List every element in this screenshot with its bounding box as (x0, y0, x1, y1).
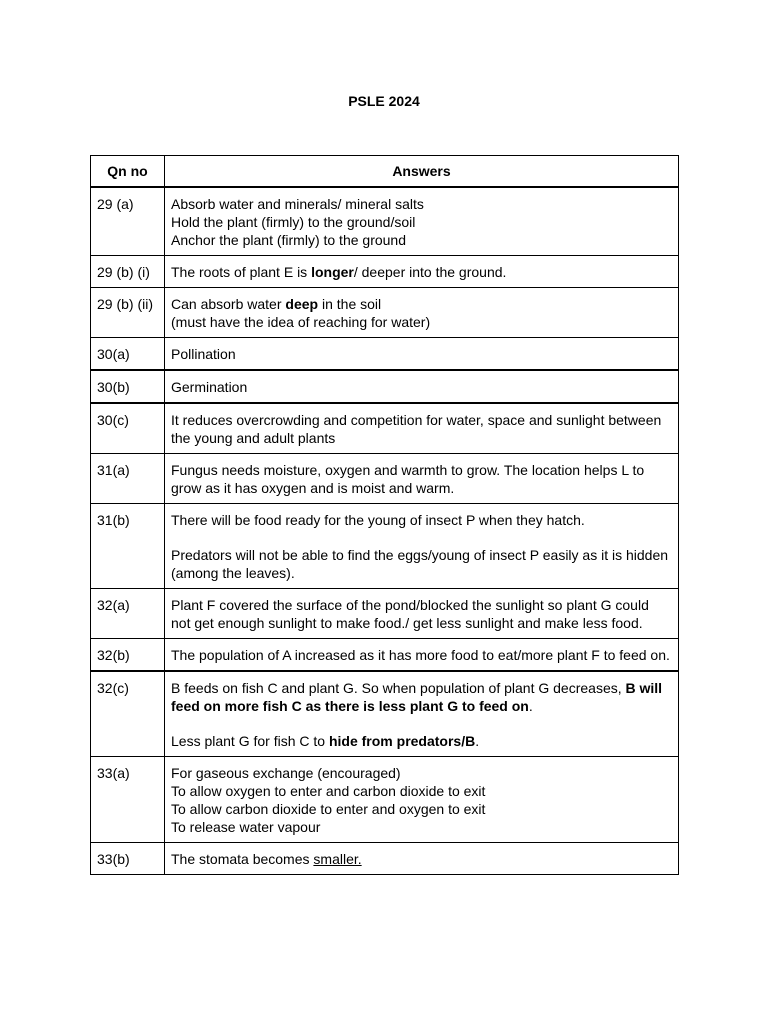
answer-line (171, 732, 672, 750)
answer-keyword: hide from predators/B (328, 733, 476, 749)
table-row (91, 403, 679, 454)
answer-cell (165, 671, 679, 757)
answer-line: For gaseous exchange (encouraged) (171, 765, 401, 781)
page-title: PSLE 2024 (348, 93, 420, 109)
answer-cell (165, 256, 679, 288)
question-number: 30(c) (91, 403, 165, 454)
question-number: 29 (b) (ii) (91, 288, 165, 338)
answer-line: Predators will not be able to find the eggs/young of insect P easily as it is hidden (among the leaves). (171, 547, 669, 581)
table-row (91, 187, 679, 256)
table-row (91, 757, 679, 843)
answer-text: Can absorb water (171, 296, 286, 312)
answer-line: To release water vapour (171, 819, 321, 835)
question-number: 32(c) (91, 671, 165, 757)
answer-cell (165, 288, 679, 338)
answer-line: Hold the plant (firmly) to the ground/soil (171, 214, 416, 230)
answer-line: There will be food ready for the young of insect P when they hatch. (171, 512, 585, 528)
answer-line: (must have the idea of reaching for water) (171, 314, 431, 330)
table-row (91, 370, 679, 403)
answer-text: B feeds on fish C and plant G. So when population of plant G decreases, (171, 680, 626, 696)
question-number: 30(a) (91, 338, 165, 371)
answer-cell: Fungus needs moisture, oxygen and warmth to grow. The location helps L to grow as it has oxygen and is moist and warm. (165, 454, 679, 504)
table-row (91, 454, 679, 504)
answer-cell: Germination (165, 370, 679, 403)
question-number: 29 (b) (i) (91, 256, 165, 288)
question-number: 31(b) (91, 504, 165, 589)
answer-line (171, 295, 672, 313)
paragraph-gap (171, 529, 672, 546)
question-number: 33(a) (91, 757, 165, 843)
header-qn-no: Qn no (91, 156, 165, 188)
answer-cell (165, 843, 679, 875)
question-number: 33(b) (91, 843, 165, 875)
answer-text: The stomata becomes (171, 851, 314, 867)
answer-table (90, 155, 679, 875)
answer-text: . (475, 733, 480, 749)
answer-cell: Pollination (165, 338, 679, 371)
answer-line: To allow carbon dioxide to enter and oxygen to exit (171, 801, 486, 817)
answer-keyword: deep (285, 296, 319, 312)
table-row (91, 589, 679, 639)
header-answers: Answers (165, 156, 679, 188)
question-number: 29 (a) (91, 187, 165, 256)
table-row (91, 504, 679, 589)
table-row (91, 671, 679, 757)
answer-line: To allow oxygen to enter and carbon dioxide to exit (171, 783, 486, 799)
answer-line: Absorb water and minerals/ mineral salts (171, 196, 424, 212)
question-number: 32(a) (91, 589, 165, 639)
answer-line (171, 679, 672, 715)
answer-cell: Plant F covered the surface of the pond/blocked the sunlight so plant G could not get enough sunlight to make food./ get less sunlight and make less food. (165, 589, 679, 639)
answer-text: The roots of plant E is (171, 264, 312, 280)
answer-keyword: longer (311, 264, 354, 280)
answer-underlined: smaller. (313, 851, 362, 867)
paragraph-gap (171, 715, 672, 732)
table-row (91, 338, 679, 371)
answer-line: Anchor the plant (firmly) to the ground (171, 232, 407, 248)
table-row (91, 639, 679, 672)
answer-text: / deeper into the ground. (353, 264, 507, 280)
answer-cell: The population of A increased as it has more food to eat/more plant F to feed on. (165, 639, 679, 672)
table-header-row (91, 156, 679, 188)
answer-text: in the soil (318, 296, 382, 312)
answer-cell (165, 187, 679, 256)
answer-text: Less plant G for fish C to (171, 733, 329, 749)
answer-text: . (528, 698, 533, 714)
question-number: 31(a) (91, 454, 165, 504)
question-number: 32(b) (91, 639, 165, 672)
answer-cell (165, 504, 679, 589)
question-number: 30(b) (91, 370, 165, 403)
answer-keyword: B will feed on more fish C as there is less plant G to feed on (171, 680, 663, 714)
answer-cell (165, 757, 679, 843)
answer-cell: It reduces overcrowding and competition for water, space and sunlight between the young and adult plants (165, 403, 679, 454)
table-row (91, 288, 679, 338)
table-row (91, 843, 679, 875)
table-row (91, 256, 679, 288)
